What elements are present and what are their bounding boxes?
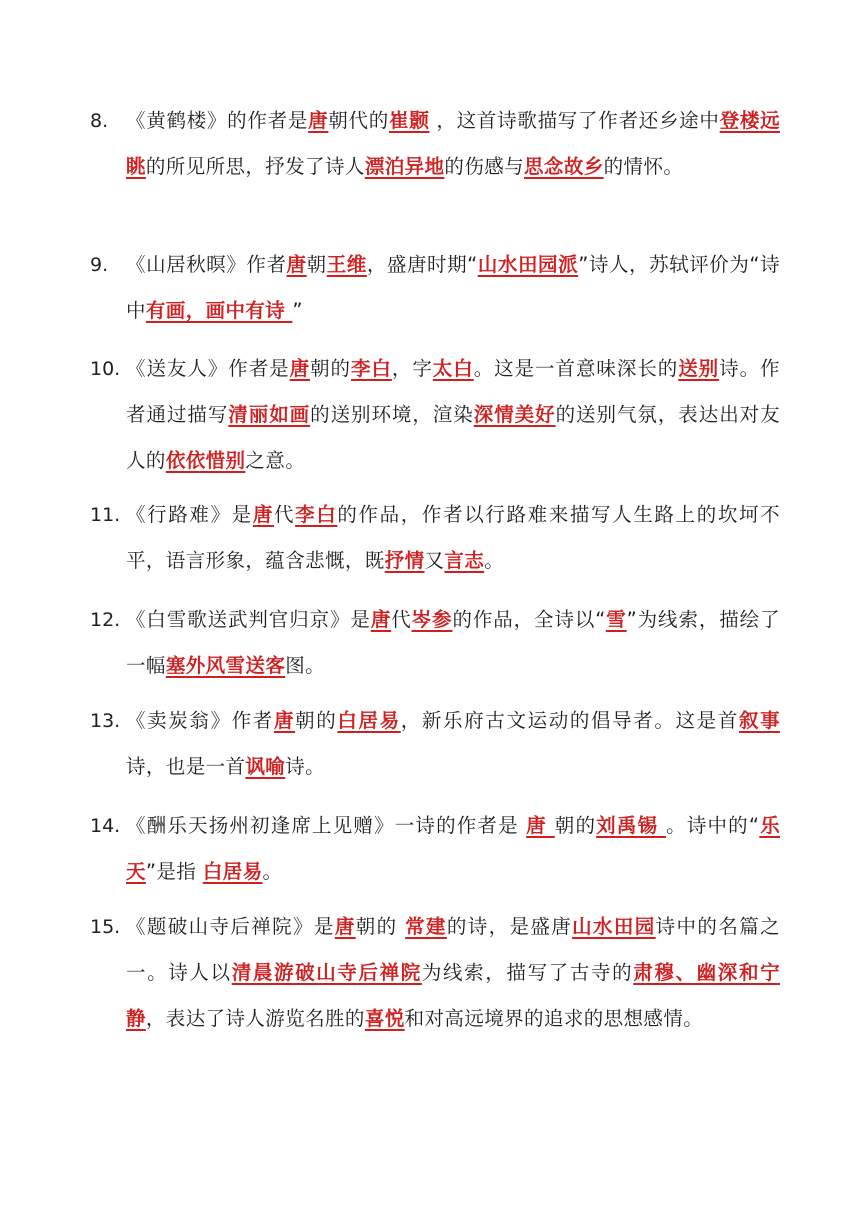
question-text [126,242,780,334]
question-text-segment: 的所见所思，抒发了诗人 [145,155,365,178]
question-item-15 [90,904,780,1042]
question-text-segment: 《送友人》作者是 [126,357,290,380]
question-text-segment: ，表达了诗人游览名胜的 [145,1007,365,1030]
answer-text: 送别 [678,357,720,380]
question-item-14 [90,803,780,895]
answer-text: 刘禹锡 [596,814,667,837]
question-item-10 [90,346,780,484]
answer-text: 讽喻 [245,755,286,778]
question-number: 8. [90,110,109,132]
question-text-segment: 《行路难》是 [126,503,253,526]
question-text-segment: ”是指 [145,860,203,883]
answer-text: 乐天 [126,814,781,883]
answer-text: 肃穆、幽深和宁静 [126,961,780,1030]
question-text-segment: 的伤感与 [444,155,525,178]
answer-text: 有画，画中有诗 [145,299,293,322]
question-text-segment: ”为线索，描绘了一幅 [126,608,780,677]
question-text-segment: 。诗中的“ [666,814,760,837]
question-text-segment: ，新乐府古文运动的倡导者。这是首 [400,709,739,732]
answer-text: 王维 [326,253,367,276]
question-text-segment: 代 [273,503,296,526]
answer-text: 李白 [295,503,338,526]
question-text-segment: ，盛唐时期“ [366,253,478,276]
question-number: 12. [90,609,121,631]
question-text-segment: 的送别气氛，表达出对友人的 [126,403,781,472]
answer-text: 太白 [432,357,474,380]
question-text-segment: 朝 [306,253,327,276]
question-text [126,98,780,190]
answer-text: 唐 [370,608,392,631]
answer-text: 言志 [444,549,485,572]
question-text [126,492,780,584]
question-text-segment: 朝的 [295,709,338,732]
question-text-segment: ，字 [391,357,433,380]
answer-text: 白居易 [202,860,263,883]
answer-text: 塞外风雪送客 [165,654,286,677]
question-text-segment: 。这是一首意味深长的 [473,357,679,380]
answer-text: 唐 [526,814,555,837]
answer-text: 叙事 [738,709,780,732]
answer-text: 崔颢 [389,109,430,132]
question-item-11 [90,492,780,584]
question-text-segment: ”诗人，苏轼评价为“诗中 [126,253,780,322]
answer-text: 白居易 [337,709,401,732]
question-number: 10. [90,358,121,380]
question-text-segment: 之意。 [245,449,306,472]
question-text-segment: ” [292,299,303,322]
answer-text: 清丽如画 [228,403,311,426]
answer-text: 漂泊异地 [364,155,445,178]
question-text-segment: 《山居秋暝》作者 [126,253,287,276]
answer-text: 山水田园派 [477,253,579,276]
question-item-13 [90,698,780,790]
question-text-segment: 《题破山寺后禅院》是 [126,915,335,938]
answer-text: 抒情 [384,549,425,572]
answer-text: 唐 [308,109,329,132]
question-text-segment: 。 [484,549,505,572]
question-text-segment: 代 [391,608,412,631]
answer-text: 唐 [252,503,274,526]
question-text-segment: 《白雪歌送武判官归京》是 [126,608,371,631]
question-text-segment: 《酬乐天扬州初逢席上见赠》一诗的作者是 [126,814,527,837]
answer-text: 思念故乡 [524,155,604,178]
question-number: 11. [90,504,121,526]
question-text-segment: 为线索，描写了古寺的 [421,961,634,984]
question-text [126,904,780,1042]
question-text [126,346,780,484]
question-text [126,698,780,790]
answer-text: 深情美好 [473,403,556,426]
question-text-segment: 诗，也是一首 [126,755,246,778]
question-text-segment: 朝代的 [328,109,390,132]
question-text-segment: 朝的 [554,814,597,837]
answer-text: 常建 [405,915,447,938]
question-text-segment: 和对高远境界的追求的思想感情。 [404,1007,704,1030]
answer-text: 李白 [350,357,392,380]
answer-text: 雪 [605,608,627,631]
question-text-segment: 的情怀。 [603,155,684,178]
question-text-segment: 的送别环境，渲染 [310,403,474,426]
question-text-segment: 又 [424,549,445,572]
question-item-12 [90,597,780,689]
question-item-9 [90,242,780,334]
answer-text: 唐 [334,915,356,938]
answer-text: 唐 [289,357,311,380]
answer-text: 清晨游破山寺后禅院 [231,961,422,984]
question-text-segment: 的作品，全诗以“ [452,608,606,631]
question-text-segment: 的诗，是盛唐 [446,915,573,938]
question-text-segment: 《卖炭翁》作者 [126,709,274,732]
answer-text: 依依惜别 [165,449,246,472]
question-text-segment: 《黄鹤楼》的作者是 [126,109,309,132]
question-text-segment: ，这首诗歌描写了作者还乡途中 [429,109,720,132]
question-text-segment: 朝的 [355,915,406,938]
question-number: 14. [90,815,121,837]
answer-text: 登楼远眺 [126,109,781,178]
answer-text: 唐 [286,253,307,276]
answer-text: 岑参 [411,608,453,631]
question-text-segment: 朝的 [310,357,351,380]
answer-text: 喜悦 [364,1007,405,1030]
question-text-segment: 的作品，作者以行路难来描写人生路上的坎坷不平，语言形象，蕴含悲慨，既 [126,503,780,572]
question-number: 9. [90,254,109,276]
question-text-segment: 图。 [285,654,326,677]
question-number: 13. [90,710,121,732]
answer-text: 唐 [273,709,296,732]
question-number: 15. [90,916,121,938]
question-text-segment: 。 [262,860,283,883]
question-text-segment: 诗。 [285,755,326,778]
question-text-segment: 诗中的名篇之一。诗人以 [126,915,780,984]
question-text-segment: 诗。作者通过描写 [126,357,780,426]
question-text [126,597,780,689]
question-item-8 [90,98,780,190]
answer-text: 山水田园 [572,915,656,938]
question-text [126,803,780,895]
